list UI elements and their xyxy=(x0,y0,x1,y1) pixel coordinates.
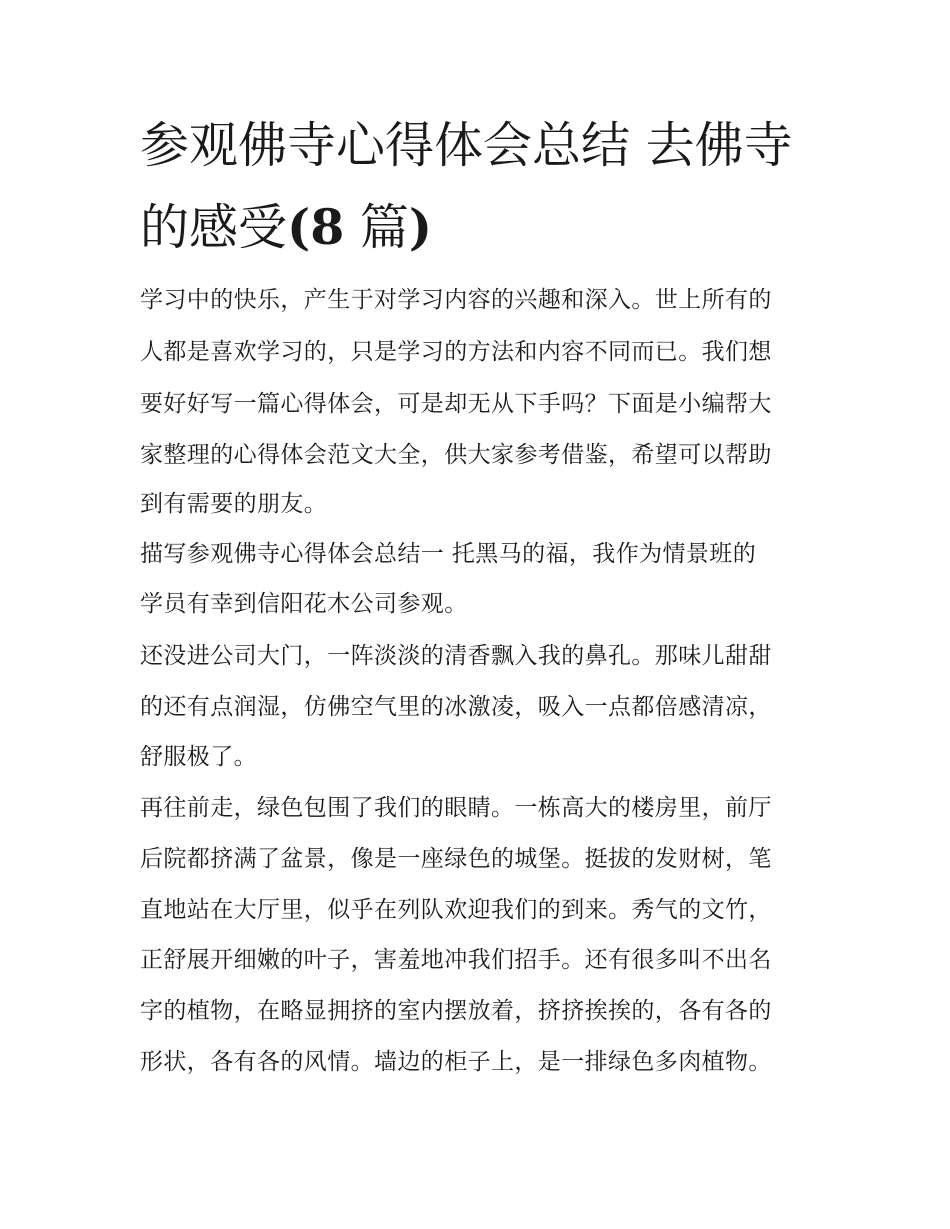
body-line: 直地站在大厅里，似乎在列队欢迎我们的到来。秀气的文竹， xyxy=(140,897,772,923)
title-line-2-text: 的感受 xyxy=(140,199,288,256)
body-line: 学习中的快乐，产生于对学习内容的兴趣和深入。世上所有的 xyxy=(140,287,772,313)
title-count-unit: 篇 xyxy=(344,199,409,256)
body-line: 舒服极了。 xyxy=(140,744,257,770)
body-line: 再往前走，绿色包围了我们的眼睛。一栋高大的楼房里，前厅 xyxy=(140,795,772,821)
body-line: 到有需要的朋友。 xyxy=(140,491,328,517)
body-line: 家整理的心得体会范文大全，供大家参考借鉴，希望可以帮助 xyxy=(140,442,772,468)
body-line: 字的植物，在略显拥挤的室内摆放着，挤挤挨挨的，各有各的 xyxy=(140,998,772,1024)
body-line: 后院都挤满了盆景，像是一座绿色的城堡。挺拔的发财树，笔 xyxy=(140,846,772,872)
title-count-close: ) xyxy=(408,198,433,256)
body-line: 的还有点润湿，仿佛空气里的冰激凌，吸入一点都倍感清凉， xyxy=(140,694,772,720)
title-count-open: (8 xyxy=(287,198,345,256)
body-line: 正舒展开细嫩的叶子，害羞地冲我们招手。还有很多叫不出名 xyxy=(140,947,772,973)
body-line: 人都是喜欢学习的，只是学习的方法和内容不同而已。我们想 xyxy=(140,339,772,365)
body-line: 要好好写一篇心得体会，可是却无从下手吗？下面是小编帮大 xyxy=(140,391,772,417)
body-line: 学员有幸到信阳花木公司参观。 xyxy=(140,591,468,617)
title-line-2 xyxy=(140,199,820,256)
body-line: 还没进公司大门，一阵淡淡的清香飘入我的鼻孔。那味儿甜甜 xyxy=(140,643,772,669)
body-line: 形状，各有各的风情。墙边的柜子上，是一排绿色多肉植物。 xyxy=(140,1049,772,1075)
title-line-1: 参观佛寺心得体会总结 去佛寺 xyxy=(140,117,793,174)
body-line: 描写参观佛寺心得体会总结一 托黑马的福，我作为情景班的 xyxy=(140,541,757,567)
